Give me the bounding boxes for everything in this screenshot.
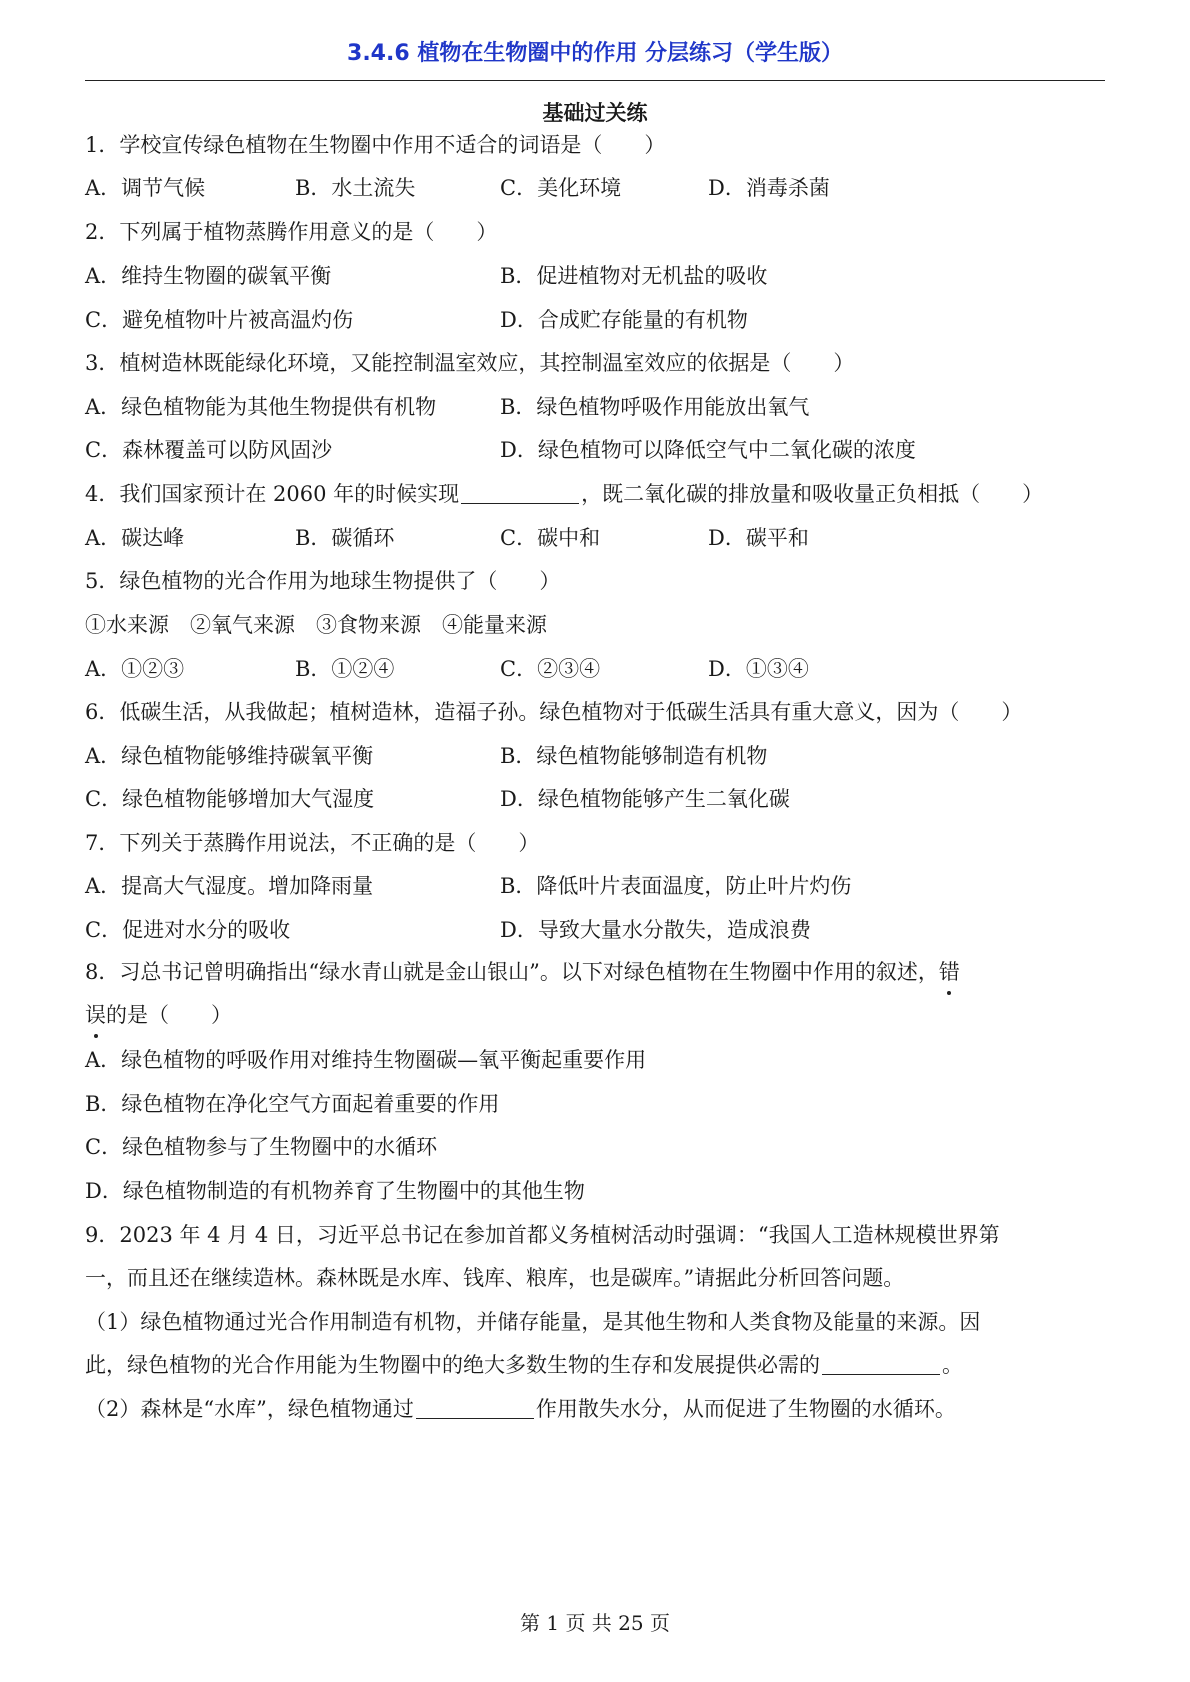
page-footer: 第 1 页 共 25 页 bbox=[520, 1611, 670, 1635]
option-c: C．②③④ bbox=[500, 657, 601, 681]
question-9-part1-line2 bbox=[85, 1350, 1110, 1380]
question-9-stem-line1: 9．2023 年 4 月 4 日，习近平总书记在参加首都义务植树活动时强调：“我国人工造林规模世界第 bbox=[85, 1223, 1000, 1247]
emphasis-char: 误 bbox=[85, 1000, 106, 1030]
option-d: D．碳平和 bbox=[708, 526, 809, 550]
option-b: B．绿色植物在净化空气方面起着重要的作用 bbox=[85, 1092, 500, 1116]
option-c: C．避免植物叶片被高温灼伤 bbox=[85, 308, 354, 332]
question-2-stem: 2．下列属于植物蒸腾作用意义的是（ ） bbox=[85, 220, 498, 244]
option-b: B．水土流失 bbox=[295, 176, 416, 200]
option-c: C．碳中和 bbox=[500, 526, 601, 550]
option-d: D．消毒杀菌 bbox=[708, 176, 830, 200]
option-b: B．①②④ bbox=[295, 657, 395, 681]
question-4-stem-start: 4．我们国家预计在 2060 年的时候实现 bbox=[85, 482, 460, 506]
option-a: A．绿色植物能为其他生物提供有机物 bbox=[85, 395, 437, 419]
question-7-stem: 7．下列关于蒸腾作用说法，不正确的是（ ） bbox=[85, 831, 540, 855]
option-c: C．绿色植物参与了生物圈中的水循环 bbox=[85, 1135, 438, 1159]
question-5-stem: 5．绿色植物的光合作用为地球生物提供了（ ） bbox=[85, 569, 561, 593]
option-b: B．促进植物对无机盐的吸收 bbox=[500, 264, 768, 288]
option-a: A．调节气候 bbox=[85, 176, 206, 200]
header-divider bbox=[85, 80, 1105, 81]
question-6-stem: 6．低碳生活，从我做起；植树造林，造福子孙。绿色植物对于低碳生活具有重大意义，因为（ ） bbox=[85, 700, 1023, 724]
option-c: C．促进对水分的吸收 bbox=[85, 918, 291, 942]
option-a: A．维持生物圈的碳氧平衡 bbox=[85, 264, 332, 288]
question-4-stem-end: ，既二氧化碳的排放量和吸收量正负相抵（ ） bbox=[581, 482, 1044, 506]
option-d: D．①③④ bbox=[708, 657, 809, 681]
option-a: A．①②③ bbox=[85, 657, 185, 681]
option-d: D．导致大量水分散失，造成浪费 bbox=[500, 918, 811, 942]
option-b: B．绿色植物呼吸作用能放出氧气 bbox=[500, 395, 810, 419]
option-b: B．降低叶片表面温度，防止叶片灼伤 bbox=[500, 874, 852, 898]
option-a: A．碳达峰 bbox=[85, 526, 185, 550]
option-d: D．绿色植物制造的有机物养育了生物圈中的其他生物 bbox=[85, 1179, 585, 1203]
option-d: D．绿色植物能够产生二氧化碳 bbox=[500, 787, 790, 811]
option-a: A．绿色植物的呼吸作用对维持生物圈碳—氧平衡起重要作用 bbox=[85, 1048, 647, 1072]
option-c: C．美化环境 bbox=[500, 176, 622, 200]
question-9-part1-end: 。 bbox=[942, 1353, 963, 1377]
emphasis-char: 错 bbox=[939, 957, 960, 987]
question-9-part1-text: 此，绿色植物的光合作用能为生物圈中的绝大多数生物的生存和发展提供必需的 bbox=[85, 1353, 820, 1377]
question-8-stem-line2 bbox=[85, 1000, 1110, 1030]
question-8-stem-text: 8．习总书记曾明确指出“绿水青山就是金山银山”。以下对绿色植物在生物圈中作用的叙述， bbox=[85, 960, 939, 984]
option-b: B．碳循环 bbox=[295, 526, 395, 550]
question-9-part1-line1: （1）绿色植物通过光合作用制造有机物，并储存能量，是其他生物和人类食物及能量的来源。因 bbox=[85, 1310, 981, 1334]
question-5-items: ①水来源 ②氧气来源 ③食物来源 ④能量来源 bbox=[85, 613, 547, 637]
answer-blank bbox=[461, 481, 579, 504]
question-9-stem-line2: 一，而且还在继续造林。森林既是水库、钱库、粮库，也是碳库。”请据此分析回答问题。 bbox=[85, 1266, 905, 1290]
option-b: B．绿色植物能够制造有机物 bbox=[500, 744, 768, 768]
question-9-part2-text: （2）森林是“水库”，绿色植物通过 bbox=[85, 1397, 414, 1421]
option-c: C．森林覆盖可以防风固沙 bbox=[85, 438, 333, 462]
option-c: C．绿色植物能够增加大气湿度 bbox=[85, 787, 375, 811]
option-a: A．绿色植物能够维持碳氧平衡 bbox=[85, 744, 374, 768]
question-8-stem-line1 bbox=[85, 957, 1110, 987]
option-d: D．绿色植物可以降低空气中二氧化碳的浓度 bbox=[500, 438, 916, 462]
question-9-part2 bbox=[85, 1394, 1110, 1424]
answer-blank bbox=[416, 1396, 534, 1419]
question-4-stem bbox=[85, 479, 1110, 509]
document-title: 3.4.6 植物在生物圈中的作用 分层练习（学生版） bbox=[347, 41, 843, 66]
question-1-stem: 1．学校宣传绿色植物在生物圈中作用不适合的词语是（ ） bbox=[85, 133, 666, 157]
question-3-stem: 3．植树造林既能绿化环境，又能控制温室效应，其控制温室效应的依据是（ ） bbox=[85, 351, 855, 375]
answer-blank bbox=[822, 1352, 940, 1375]
question-8-stem-text: 的是（ ） bbox=[106, 1003, 232, 1027]
option-d: D．合成贮存能量的有机物 bbox=[500, 308, 748, 332]
question-9-part2-end: 作用散失水分，从而促进了生物圈的水循环。 bbox=[535, 1397, 956, 1421]
section-title: 基础过关练 bbox=[542, 101, 648, 125]
option-a: A．提高大气湿度。增加降雨量 bbox=[85, 874, 374, 898]
